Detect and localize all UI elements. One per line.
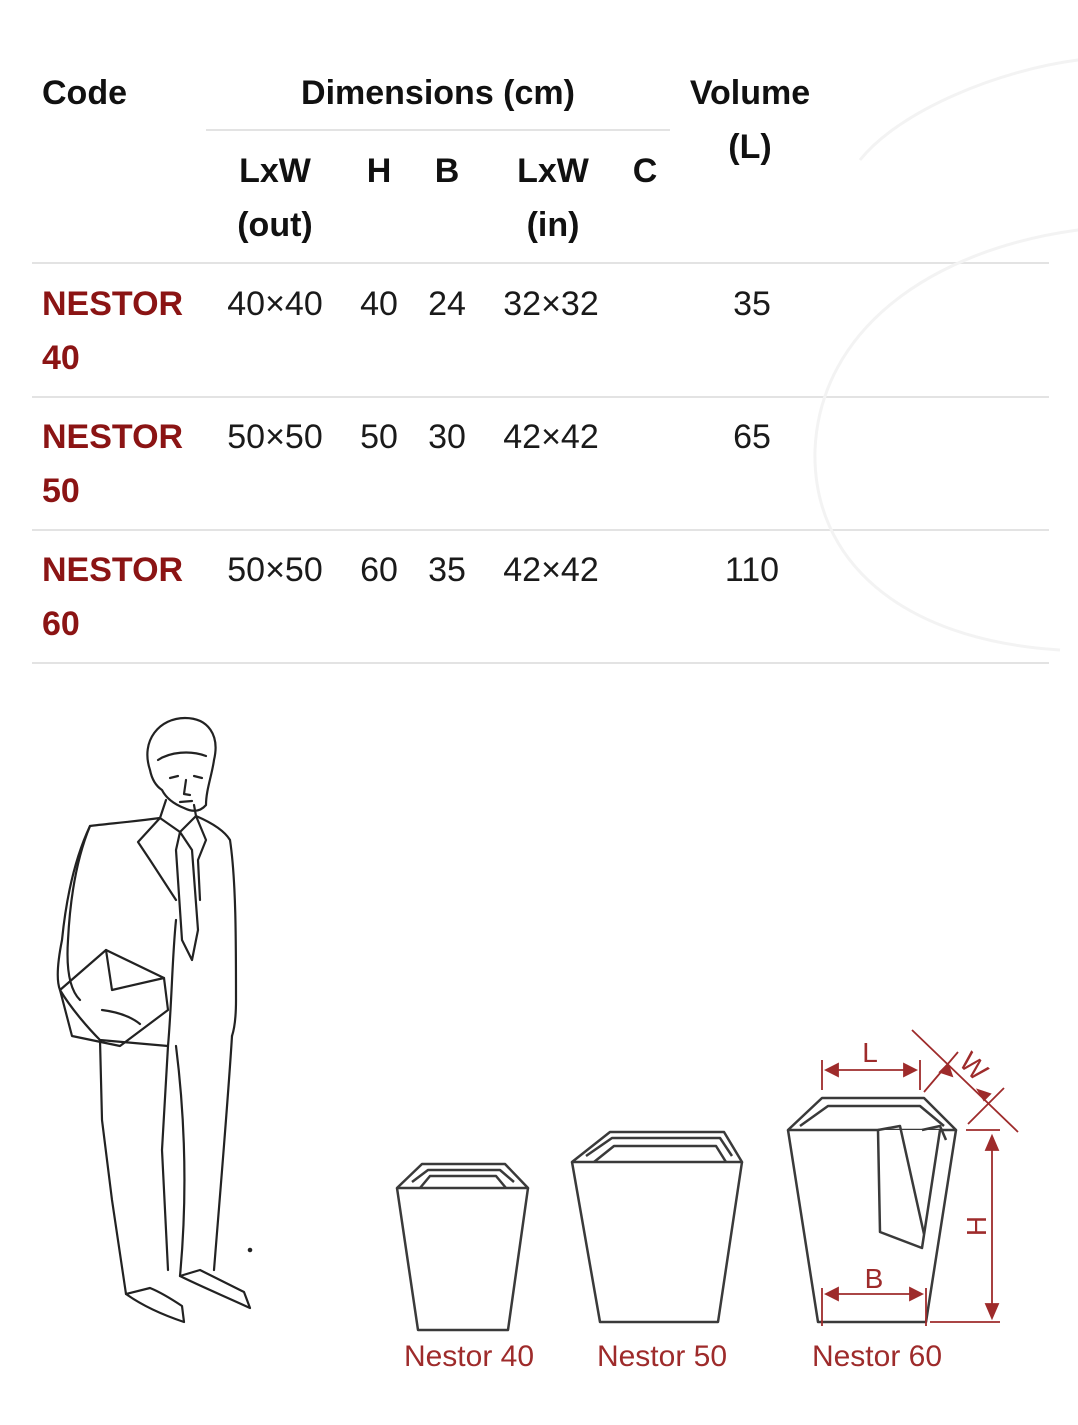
header-code: Code (42, 74, 127, 112)
header-b: B (434, 152, 460, 190)
planter-nestor-50-icon (572, 1132, 742, 1322)
caption-nestor-40: Nestor 40 (403, 1340, 535, 1373)
dimension-label-h: H (961, 1215, 992, 1237)
row-code-line2: 60 (42, 605, 80, 643)
row-h: 50 (360, 418, 398, 456)
header-lxw-in-line1: LxW (517, 152, 589, 190)
planter-nestor-40-icon (397, 1164, 528, 1330)
row-lxw-in: 42×42 (503, 418, 599, 456)
row-volume: 35 (733, 285, 771, 323)
row-b: 24 (428, 285, 466, 323)
row-b: 30 (428, 418, 466, 456)
row-lxw-out: 40×40 (227, 285, 323, 323)
dimension-label-l: L (862, 1037, 878, 1068)
row-h: 60 (360, 551, 398, 589)
row-code-line2: 40 (42, 339, 80, 377)
caption-nestor-50: Nestor 50 (596, 1340, 728, 1373)
man-silhouette-icon (58, 718, 251, 1322)
row-code-line1: NESTOR (42, 418, 184, 456)
row-code-line1: NESTOR (42, 551, 184, 589)
row-h: 40 (360, 285, 398, 323)
row-lxw-in: 32×32 (503, 285, 599, 323)
background-decoration (815, 60, 1078, 650)
header-dimensions: Dimensions (cm) (301, 74, 575, 112)
dimension-label-b: B (864, 1263, 884, 1294)
row-volume: 110 (724, 551, 780, 589)
dimension-label-w: W (953, 1046, 994, 1087)
header-c: C (632, 152, 658, 190)
header-h: H (366, 152, 392, 190)
caption-nestor-60: Nestor 60 (811, 1340, 943, 1373)
row-code-line2: 50 (42, 472, 80, 510)
row-lxw-out: 50×50 (227, 418, 323, 456)
header-lxw-out-line1: LxW (239, 152, 311, 190)
row-b: 35 (428, 551, 466, 589)
row-code-line1: NESTOR (42, 285, 184, 323)
header-volume-line2: (L) (728, 128, 772, 166)
header-volume-line1: Volume (689, 74, 811, 112)
row-volume: 65 (733, 418, 771, 456)
header-lxw-out-line2: (out) (237, 206, 313, 244)
row-lxw-out: 50×50 (227, 551, 323, 589)
header-lxw-in-line2: (in) (526, 206, 580, 244)
row-lxw-in: 42×42 (503, 551, 599, 589)
